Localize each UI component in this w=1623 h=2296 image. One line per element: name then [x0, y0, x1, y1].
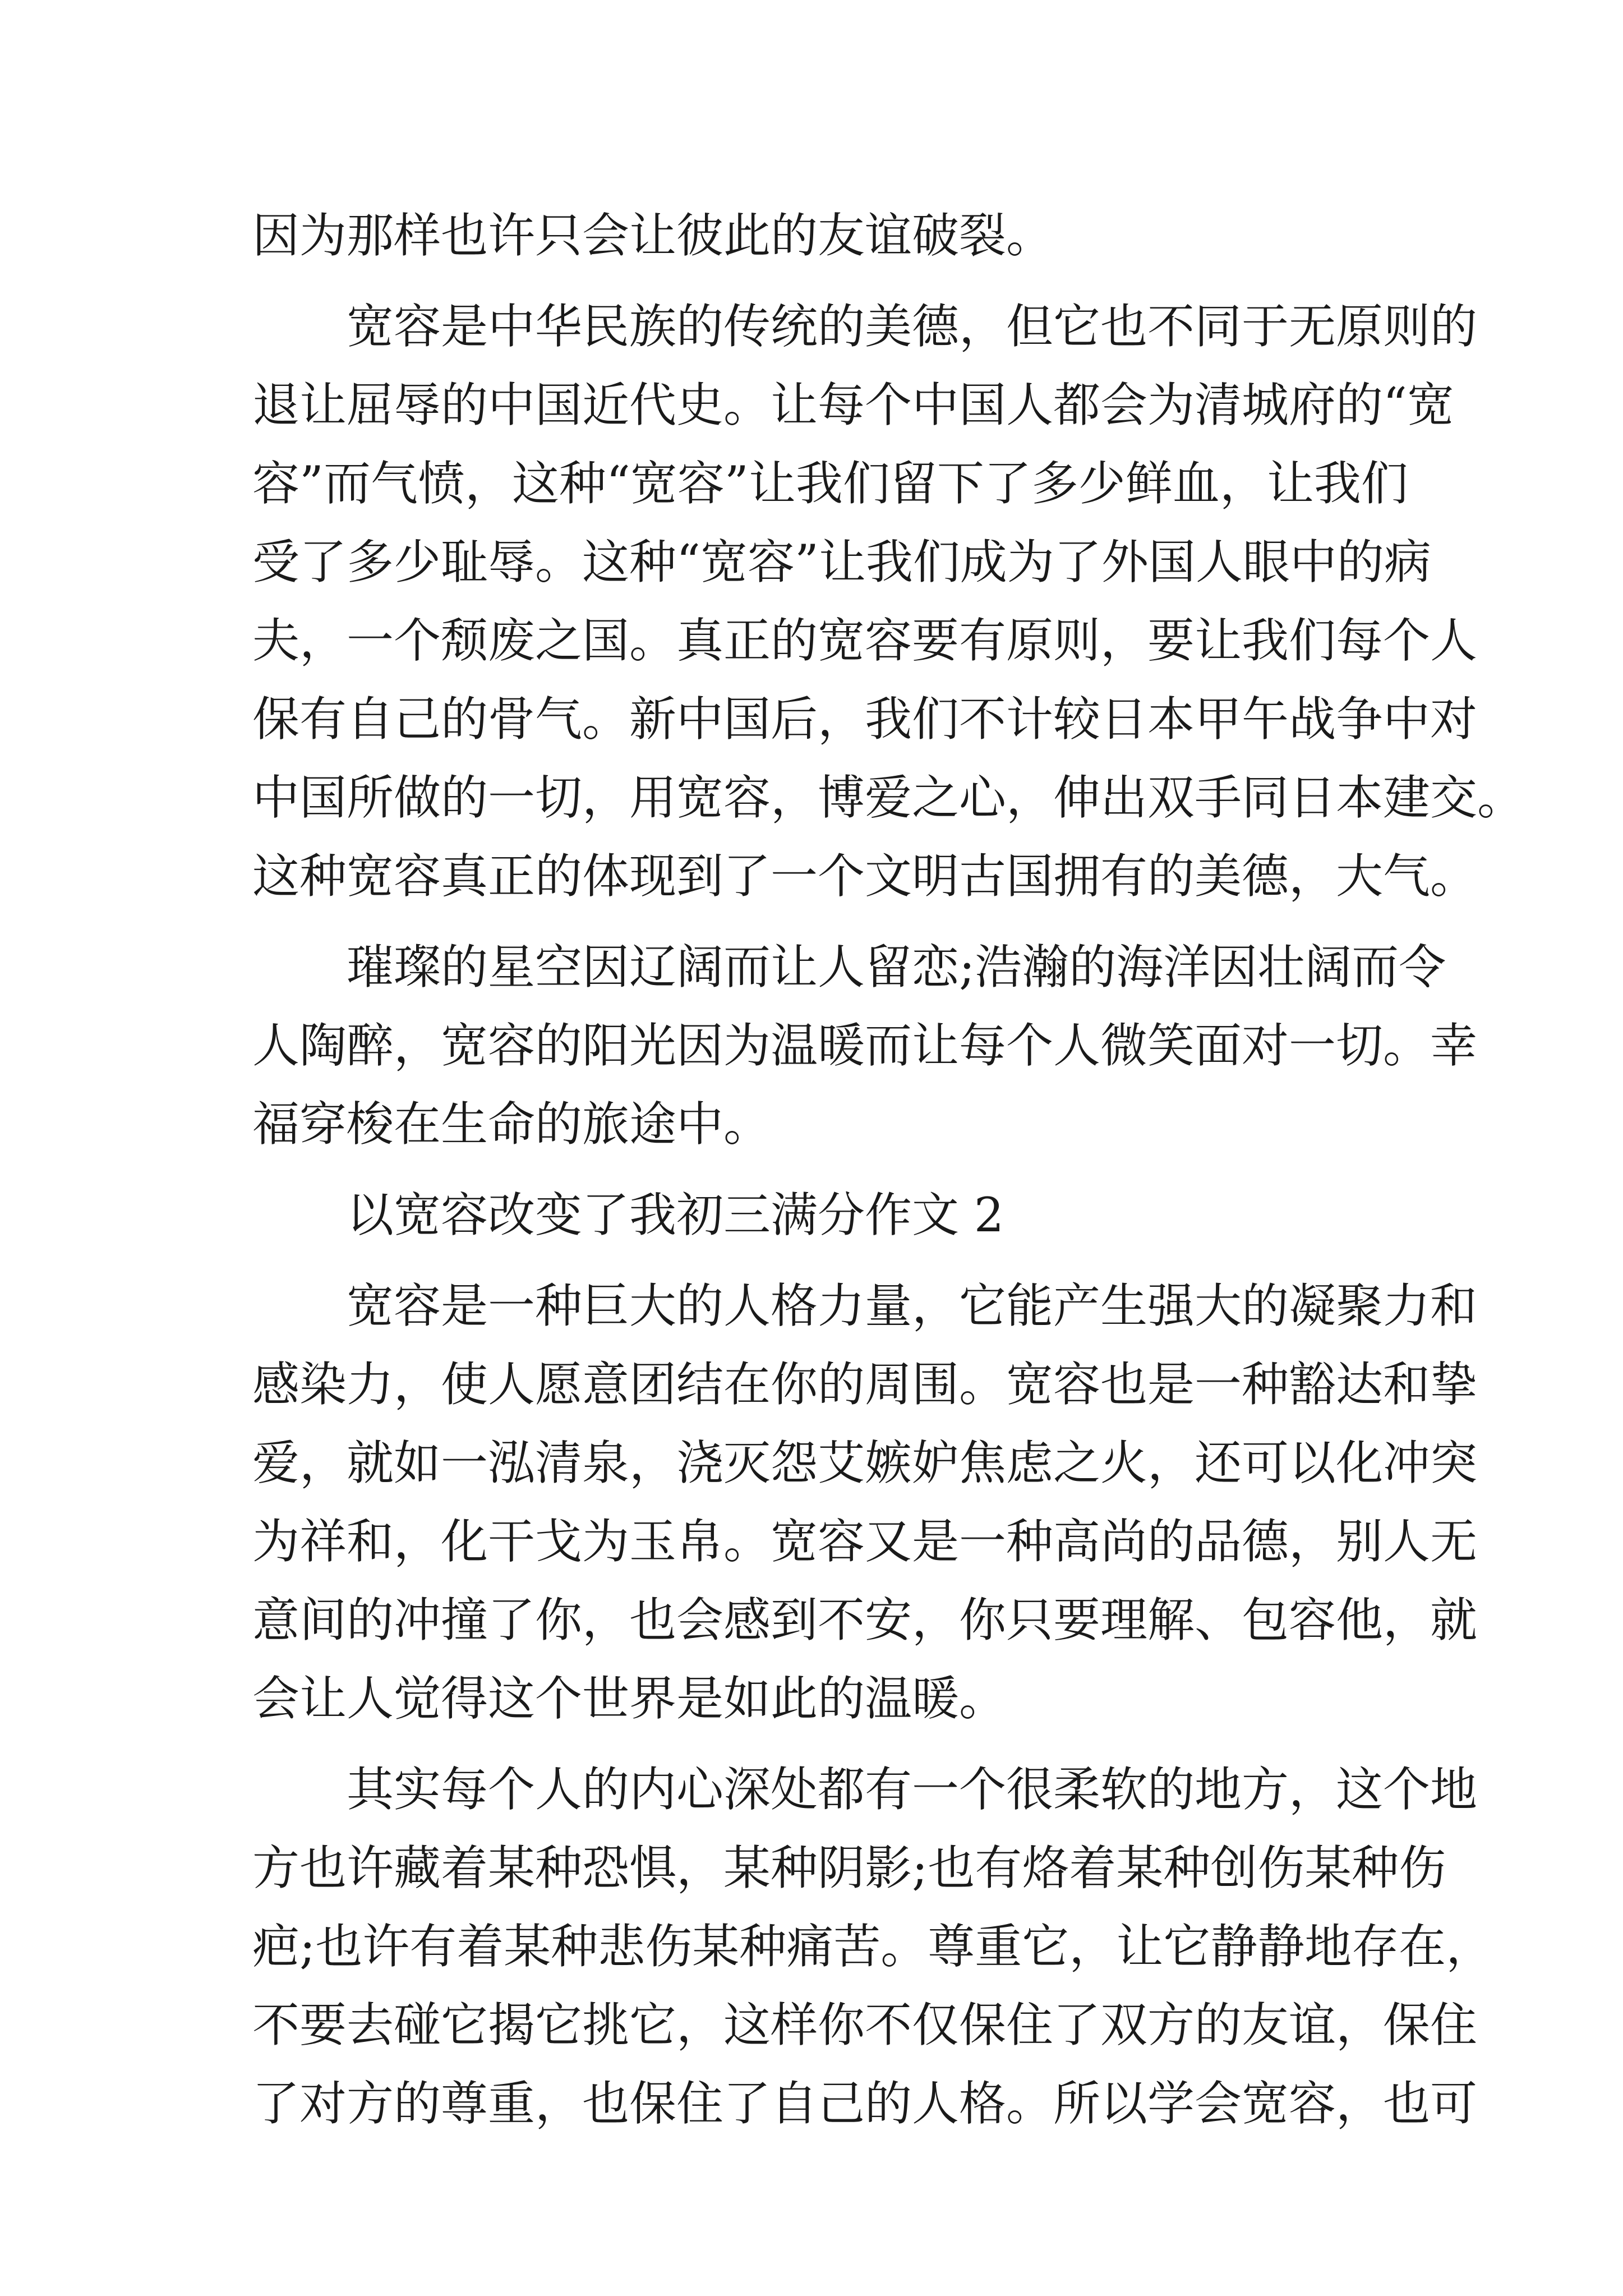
text-line: 夫，一个颓废之国。真正的宽容要有原则，要让我们每个人: [252, 613, 1478, 668]
text-line: 了对方的尊重，也保住了自己的人格。所以学会宽容，也可: [252, 2076, 1478, 2131]
paragraph-first-line: 宽容是中华民族的传统的美德，但它也不同于无原则的: [347, 299, 1478, 354]
text-line: 感染力，使人愿意团结在你的周围。宽容也是一种豁达和挚: [252, 1357, 1478, 1412]
text-line: 人陶醉，宽容的阳光因为温暖而让每个人微笑面对一切。幸: [252, 1018, 1478, 1073]
paragraph-first-line: 宽容是一种巨大的人格力量，它能产生强大的凝聚力和: [347, 1278, 1478, 1333]
text-line: 保有自己的骨气。新中国后，我们不计较日本甲午战争中对: [252, 692, 1478, 747]
text-line: 容”而气愤，这种“宽容”让我们留下了多少鲜血，让我们: [252, 456, 1408, 511]
paragraph-first-line: 璀璨的星空因辽阔而让人留恋;浩瀚的海洋因壮阔而令: [347, 940, 1446, 995]
text-line: 福穿梭在生命的旅途中。: [252, 1097, 771, 1152]
text-line: 疤;也许有着某种悲伤某种痛苦。尊重它，让它静静地存在，: [252, 1919, 1493, 1974]
text-line: 爱，就如一泓清泉，浇灭怨艾嫉妒焦虑之火，还可以化冲突: [252, 1435, 1478, 1490]
text-line: 不要去碰它揭它挑它，这样你不仅保住了双方的友谊，保住: [252, 1998, 1478, 2053]
document-body: [252, 196, 1525, 2143]
text-line: 受了多少耻辱。这种“宽容”让我们成为了外国人眼中的病: [252, 535, 1431, 590]
text-line: 中国所做的一切，用宽容，博爱之心，伸出双手同日本建交。: [252, 770, 1525, 825]
text-line: 方也许藏着某种恐惧，某种阴影;也有烙着某种创伤某种伤: [252, 1841, 1446, 1895]
text-line: 意间的冲撞了你，也会感到不安，你只要理解、包容他，就: [252, 1593, 1478, 1648]
section-heading: 以宽容改变了我初三满分作文 2: [347, 1188, 1004, 1243]
paragraph-first-line: 其实每个人的内心深处都有一个很柔软的地方，这个地: [347, 1762, 1478, 1817]
text-line: 退让屈辱的中国近代史。让每个中国人都会为清城府的“宽: [252, 378, 1454, 432]
text-line: 会让人觉得这个世界是如此的温暖。: [252, 1671, 1007, 1726]
text-line: 这种宽容真正的体现到了一个文明古国拥有的美德，大气。: [252, 849, 1478, 904]
text-line: 因为那样也许只会让彼此的友谊破裂。: [252, 208, 1054, 263]
text-line: 为祥和，化干戈为玉帛。宽容又是一种高尚的品德，别人无: [252, 1514, 1478, 1569]
